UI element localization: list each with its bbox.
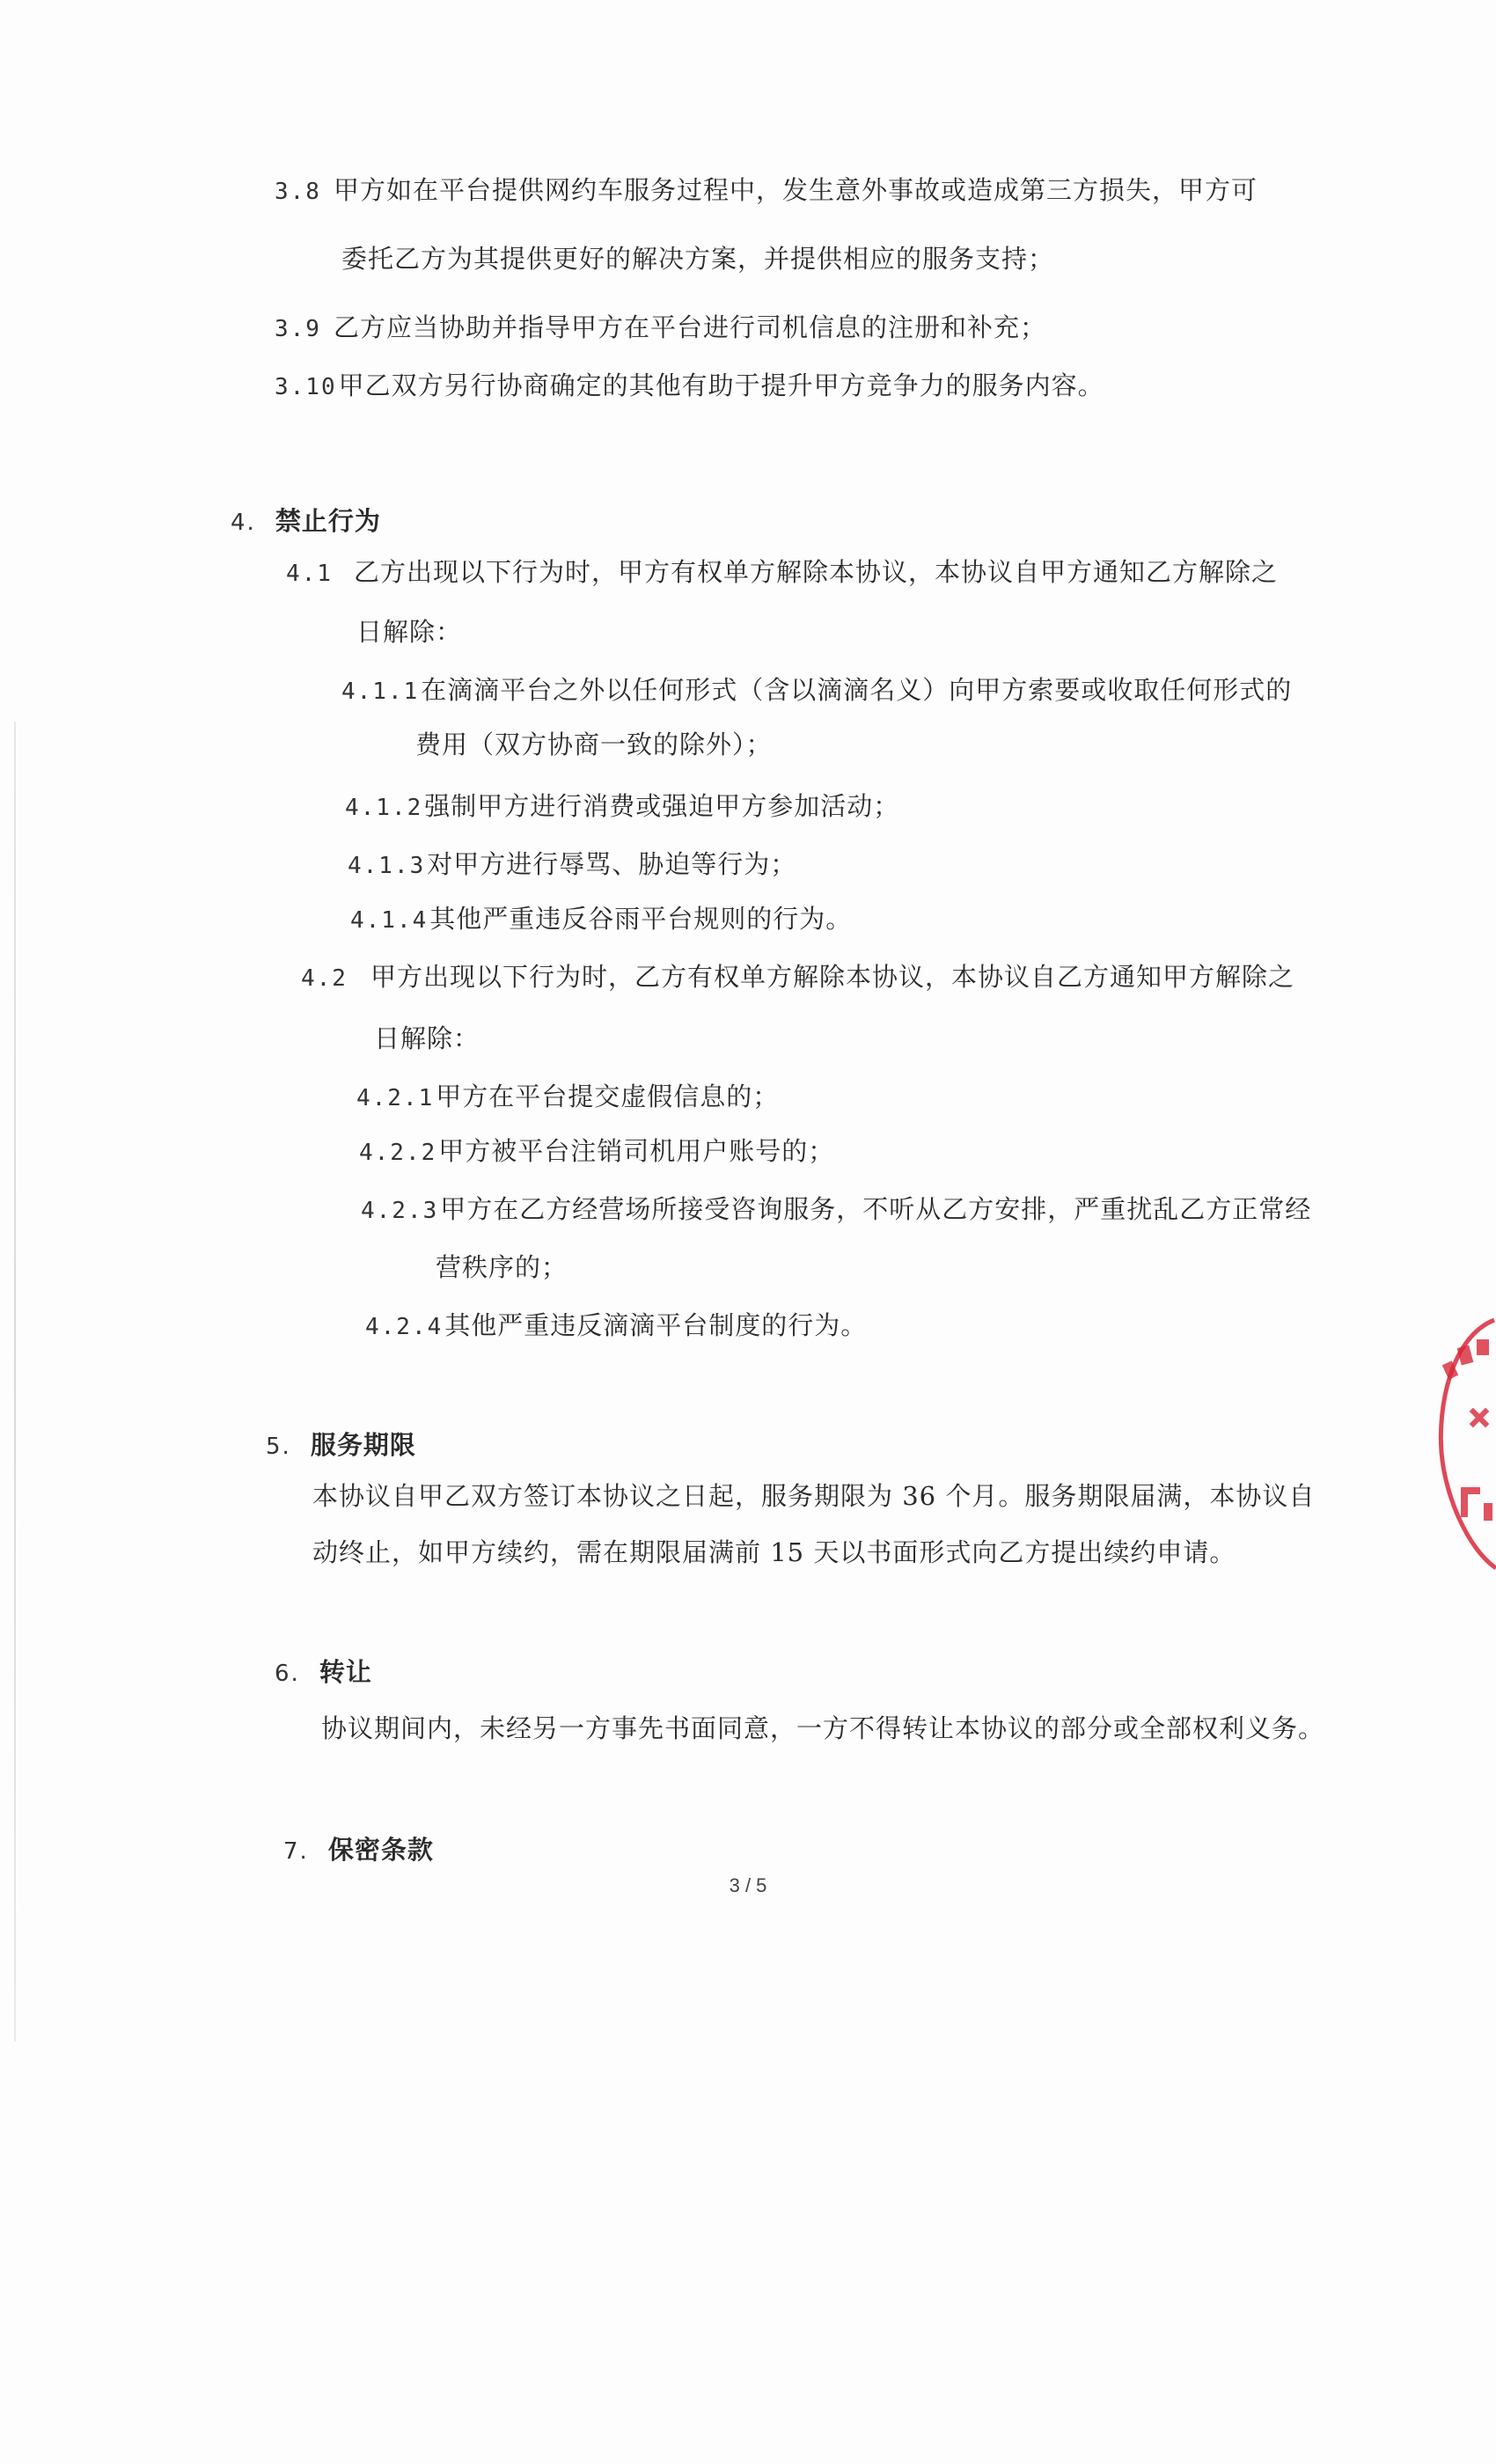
clause-3-8	[275, 172, 1258, 209]
clause-text: 甲乙双方另行协商确定的其他有助于提升甲方竞争力的服务内容。	[338, 370, 1104, 400]
clause-3-10	[275, 368, 1104, 405]
clause-text: 日解除：	[356, 617, 463, 647]
section-5-body-line-2	[312, 1535, 1236, 1570]
section-title: 禁止行为	[275, 506, 381, 536]
clause-4-2-continued	[374, 1021, 480, 1056]
scan-edge-line	[14, 722, 16, 2042]
clause-number: 4.2.1	[356, 1085, 435, 1111]
clause-number: 4.1.2	[345, 795, 423, 821]
clause-number: 4.1.1	[341, 678, 420, 705]
clause-text: 对甲方进行辱骂、胁迫等行为；	[427, 849, 797, 879]
section-heading-5	[266, 1427, 416, 1464]
clause-number: 3.8	[275, 179, 321, 205]
clause-4-2-3-continued	[436, 1250, 568, 1285]
section-heading-7	[283, 1832, 434, 1869]
clause-number: 4.1.3	[348, 853, 426, 879]
clause-number: 3.9	[275, 316, 321, 342]
clause-number: 3.10	[275, 374, 337, 400]
clause-4-1-1	[341, 672, 1292, 709]
section-number: 4.	[231, 510, 256, 536]
section-title: 转让	[319, 1657, 372, 1687]
body-text: 本协议自甲乙双方签订本协议之日起，服务期限为 36 个月。服务期限届满，本协议自	[312, 1481, 1316, 1511]
clause-number: 4.2	[301, 965, 348, 992]
clause-4-2-4	[365, 1308, 867, 1345]
clause-4-1-4	[350, 901, 852, 938]
clause-text: 甲方如在平台提供网约车服务过程中，发生意外事故或造成第三方损失，甲方可	[333, 175, 1258, 205]
clause-text: 甲方出现以下行为时，乙方有权单方解除本协议，本协议自乙方通知甲方解除之	[370, 962, 1294, 992]
clause-text: 甲方在乙方经营场所接受咨询服务，不听从乙方安排，严重扰乱乙方正常经	[440, 1194, 1312, 1224]
section-heading-6	[275, 1654, 372, 1691]
section-title: 保密条款	[327, 1835, 434, 1865]
clause-4-1-1-continued	[415, 727, 773, 762]
clause-4-1	[286, 554, 1278, 591]
clause-number: 4.1.4	[350, 907, 429, 934]
clause-text: 乙方出现以下行为时，甲方有权单方解除本协议，本协议自甲方通知乙方解除之	[353, 557, 1278, 587]
section-number: 5.	[266, 1434, 291, 1460]
section-6-body	[321, 1711, 1324, 1746]
clause-3-8-continued	[341, 241, 1054, 276]
clause-4-1-continued	[356, 614, 462, 649]
clause-text: 营秩序的；	[436, 1252, 568, 1282]
clause-number: 4.2.2	[359, 1140, 437, 1166]
clause-text: 强制甲方进行消费或强迫甲方参加活动；	[424, 791, 900, 821]
section-title: 服务期限	[310, 1430, 416, 1460]
clause-4-2	[301, 959, 1294, 996]
clause-3-9	[275, 310, 1046, 347]
red-seal-stamp	[1433, 1311, 1496, 1575]
clause-4-1-2	[345, 788, 899, 825]
clause-4-2-1	[356, 1079, 779, 1116]
section-number: 6.	[275, 1661, 300, 1687]
clause-4-2-3	[361, 1192, 1311, 1228]
clause-text: 乙方应当协助并指导甲方在平台进行司机信息的注册和补充；	[333, 312, 1046, 342]
clause-text: 其他严重违反谷雨平台规则的行为。	[429, 904, 853, 934]
clause-number: 4.1	[286, 561, 333, 587]
section-heading-4	[231, 503, 381, 540]
clause-text: 其他严重违反滴滴平台制度的行为。	[444, 1310, 868, 1340]
clause-text: 甲方在平台提交虚假信息的；	[436, 1082, 780, 1111]
clause-text: 委托乙方为其提供更好的解决方案，并提供相应的服务支持；	[341, 244, 1055, 274]
clause-text: 在滴滴平台之外以任何形式（含以滴滴名义）向甲方索要或收取任何形式的	[421, 675, 1293, 705]
clause-4-1-3	[348, 847, 796, 884]
clause-text: 甲方被平台注销司机用户账号的；	[438, 1136, 835, 1166]
clause-4-2-2	[359, 1133, 834, 1170]
clause-number: 4.2.4	[365, 1314, 444, 1340]
clause-text: 日解除：	[374, 1023, 480, 1053]
seal-graphic	[1433, 1311, 1496, 1575]
section-5-body-line-1	[312, 1478, 1315, 1514]
body-text: 动终止，如甲方续约，需在期限届满前 15 天以书面形式向乙方提出续约申请。	[312, 1537, 1236, 1567]
section-number: 7.	[283, 1838, 309, 1865]
body-text: 协议期间内，未经另一方事先书面同意，一方不得转让本协议的部分或全部权利义务。	[321, 1713, 1325, 1743]
clause-number: 4.2.3	[361, 1198, 439, 1224]
clause-text: 费用（双方协商一致的除外）；	[415, 730, 773, 759]
page-number: 3 / 5	[729, 1874, 767, 1896]
